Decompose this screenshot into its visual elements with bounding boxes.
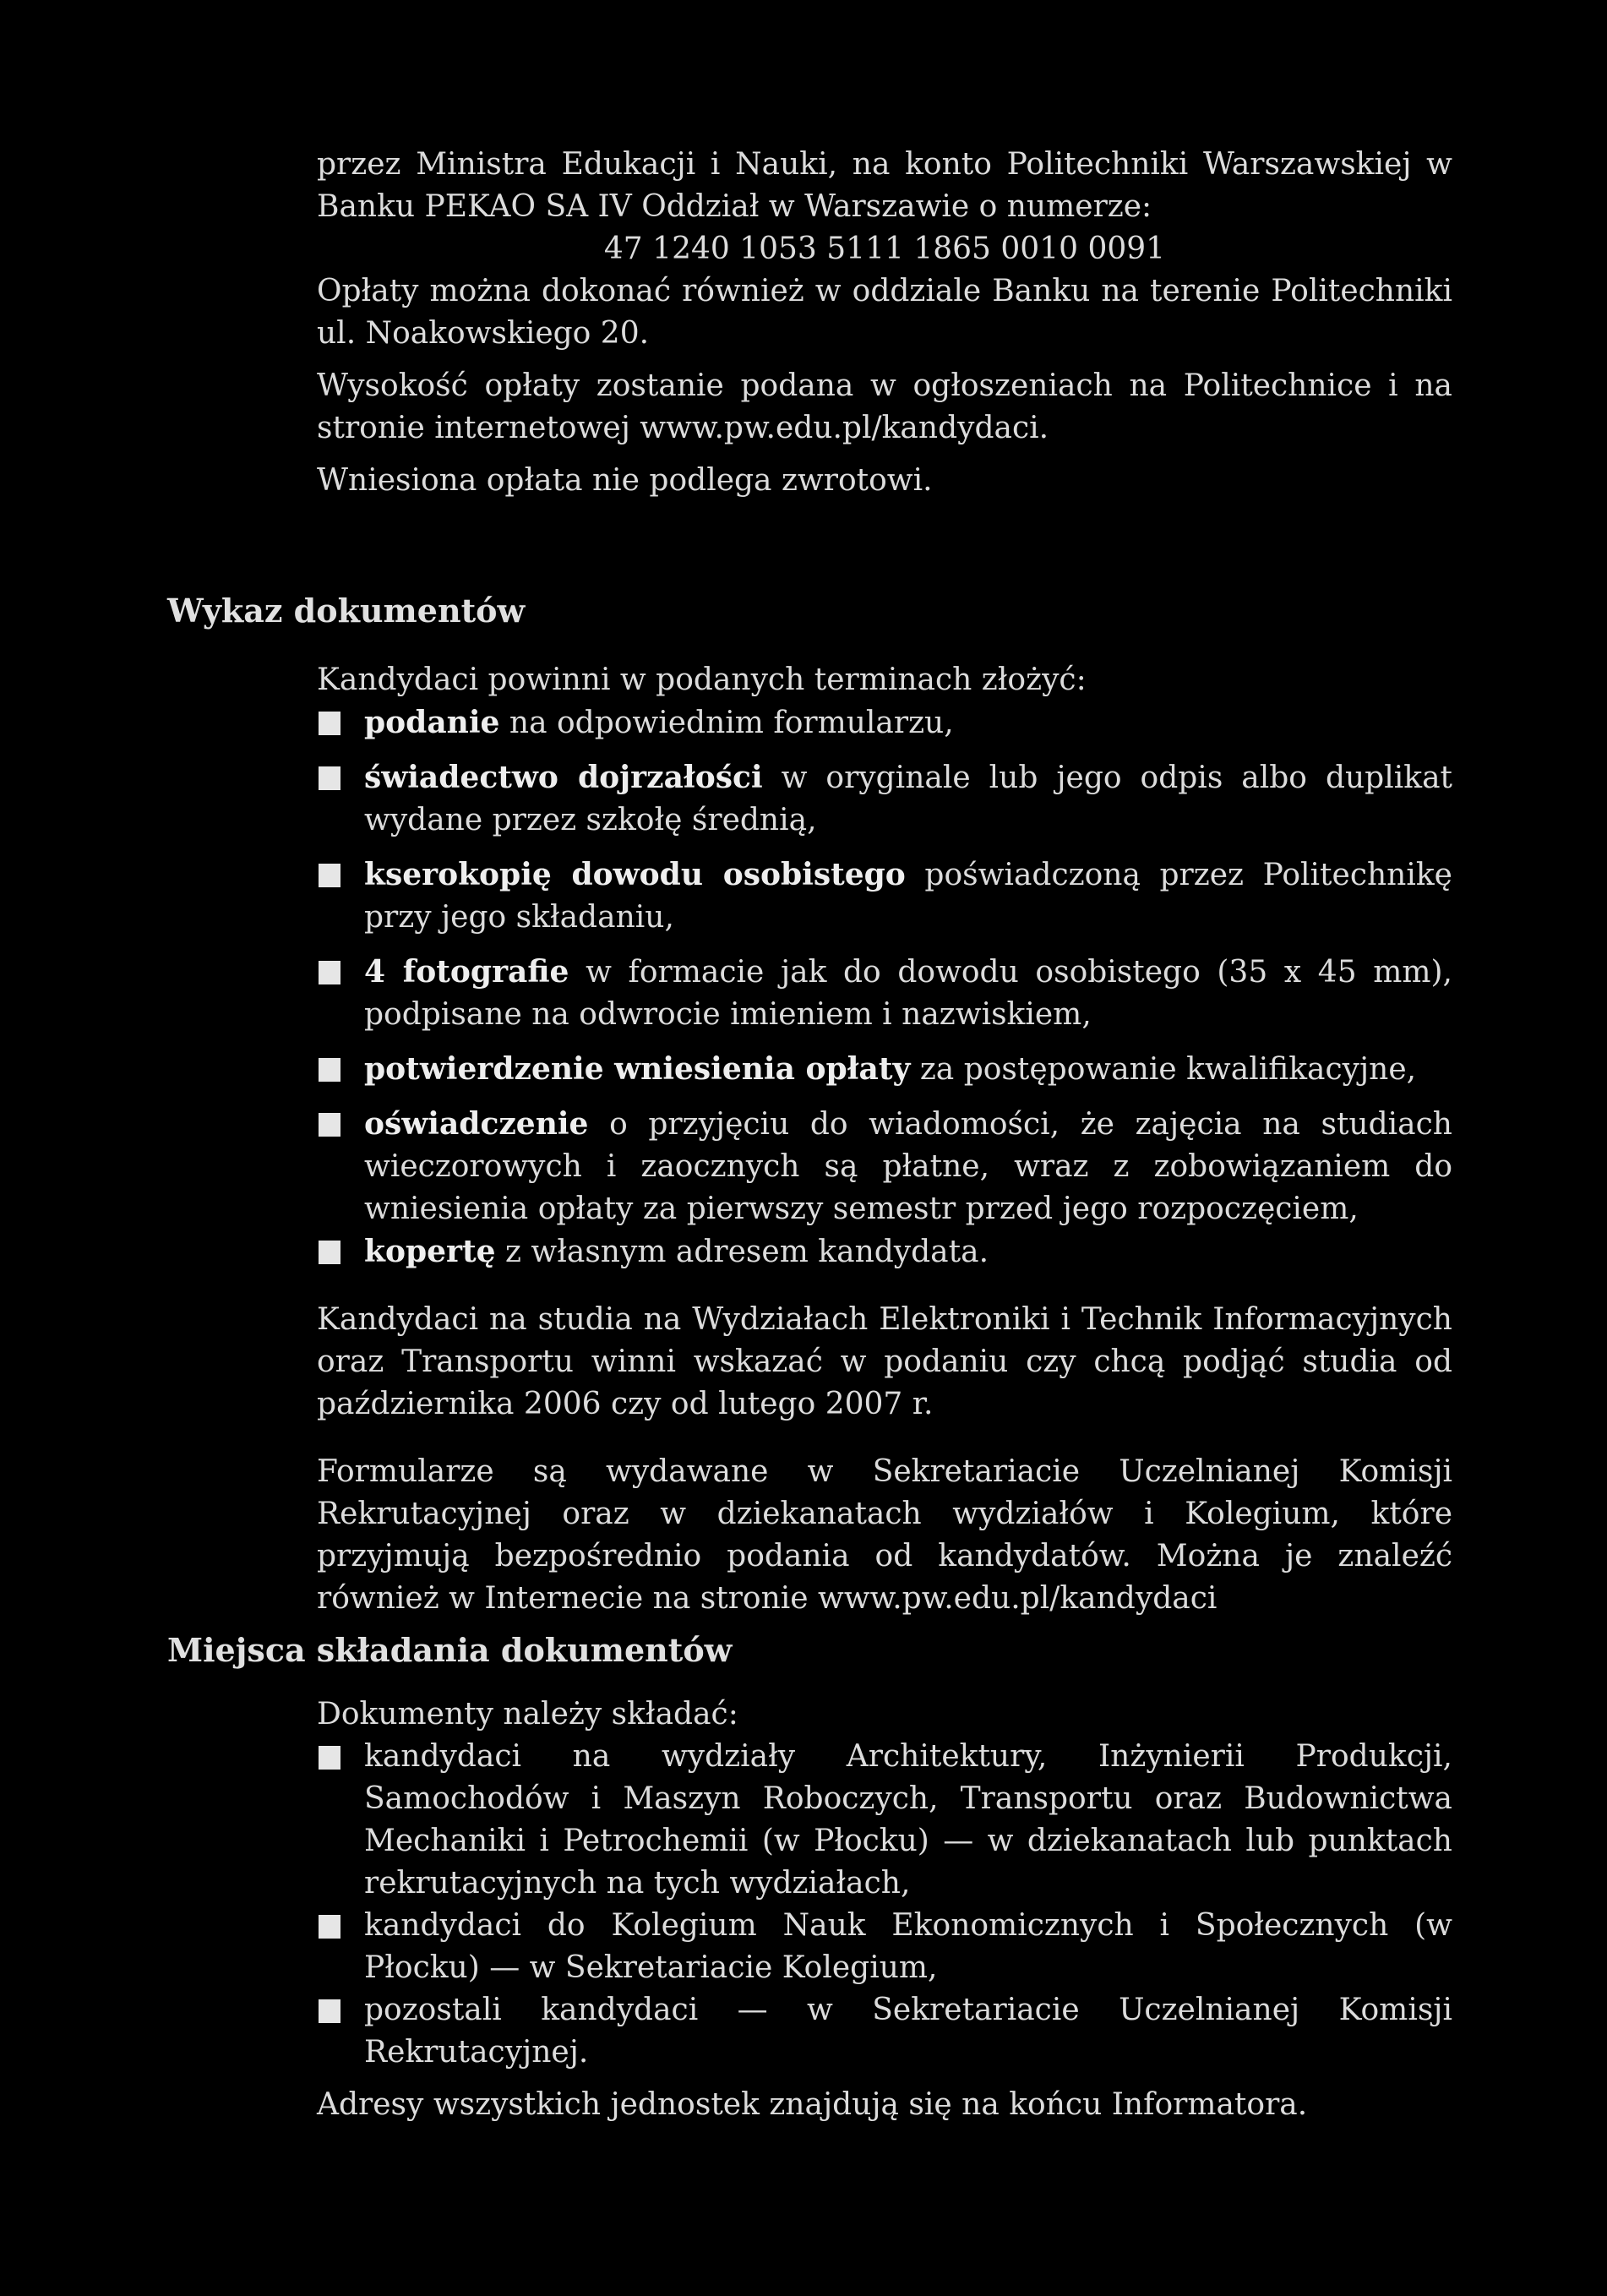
list-item: kopertę z własnym adresem kandydata. [317, 1230, 1452, 1273]
bullet-square-icon [319, 1241, 340, 1264]
payment-line-3: Wysokość opłaty zostanie podana w ogłoszeniach na Politechnice i na stronie internetowej www.pw.edu.pl/kandydaci. [317, 368, 1452, 445]
bullet-square-icon [319, 766, 340, 790]
documents-paragraph-2: Formularze są wydawane w Sekretariacie Uczelnianej Komisji Rekrutacyjnej oraz w dziekanatach wydziałów i Kolegium, które przyjmują bezpośrednio podania od kandydatów. Można je znaleźć również w Internecie na stronie www.pw.edu.pl/kandydaci [317, 1454, 1452, 1616]
places-list [317, 1736, 1452, 2074]
payment-line-1: przez Ministra Edukacji i Nauki, na konto Politechniki Warszawskiej w Banku PEKAO SA IV Oddział w Warszawie o numerze: [317, 147, 1452, 224]
list-item: kandydaci do Kolegium Nauk Ekonomicznych i Społecznych (w Płocku) — w Sekretariacie Kolegium, [317, 1905, 1452, 1989]
list-item: kandydaci na wydziały Architektury, Inżynierii Produkcji, Samochodów i Maszyn Roboczych, Transportu oraz Budownictwa Mechaniki i Petrochemii (w Płocku) — w dziekanatach lub punktach rekrutacyjnych na tych wydziałach, [317, 1736, 1452, 1905]
account-number: 47 1240 1053 5111 1865 0010 0091 [603, 232, 1166, 266]
list-item: świadectwo dojrzałości w oryginale lub jego odpis albo duplikat wydane przez szkołę średnią, [317, 756, 1452, 842]
places-section [317, 1693, 1452, 2126]
documents-paragraph-1: Kandydaci na studia na Wydziałach Elektroniki i Technik Informacyjnych oraz Transportu winni wskazać w podaniu czy chcą podjąć studia od października 2006 czy od lutego 2007 r. [317, 1302, 1452, 1421]
bullet-square-icon [319, 864, 340, 887]
list-item: oświadczenie o przyjęciu do wiadomości, że zajęcia na studiach wieczorowych i zaocznych są płatne, wraz z zobowiązaniem do wniesienia opłaty za pierwszy semestr przed jego rozpoczęciem, [317, 1103, 1452, 1230]
documents-intro: Kandydaci powinni w podanych terminach złożyć: [317, 663, 1087, 697]
places-footer: Adresy wszystkich jednostek znajdują się na końcu Informatora. [317, 2087, 1308, 2122]
list-item: kserokopię dowodu osobistego poświadczoną przez Politechnikę przy jego składaniu, [317, 854, 1452, 939]
payment-line-4: Wniesiona opłata nie podlega zwrotowi. [317, 463, 933, 498]
list-item: podanie na odpowiednim formularzu, [317, 701, 1452, 744]
list-item: pozostali kandydaci — w Sekretariacie Uczelnianej Komisji Rekrutacyjnej. [317, 1989, 1452, 2074]
bullet-square-icon [319, 712, 340, 735]
bullet-square-icon [319, 1915, 340, 1939]
payment-line-2: Opłaty można dokonać również w oddziale Banku na terenie Politechniki ul. Noakowskiego 20. [317, 274, 1452, 351]
documents-list [317, 701, 1452, 1273]
documents-section [317, 659, 1452, 1620]
places-intro: Dokumenty należy składać: [317, 1697, 738, 1732]
bullet-square-icon [319, 1999, 340, 2023]
bullet-square-icon [319, 1746, 340, 1770]
payment-info [317, 144, 1452, 502]
list-item: potwierdzenie wniesienia opłaty za postępowanie kwalifikacyjne, [317, 1048, 1452, 1091]
bullet-square-icon [319, 1058, 340, 1082]
bullet-square-icon [319, 961, 340, 984]
documents-heading: Wykaz dokumentów [167, 592, 526, 630]
places-heading: Miejsca składania dokumentów [167, 1631, 733, 1669]
list-item: 4 fotografie w formacie jak do dowodu osobistego (35 x 45 mm), podpisane na odwrocie imieniem i nazwiskiem, [317, 951, 1452, 1036]
bullet-square-icon [319, 1113, 340, 1137]
